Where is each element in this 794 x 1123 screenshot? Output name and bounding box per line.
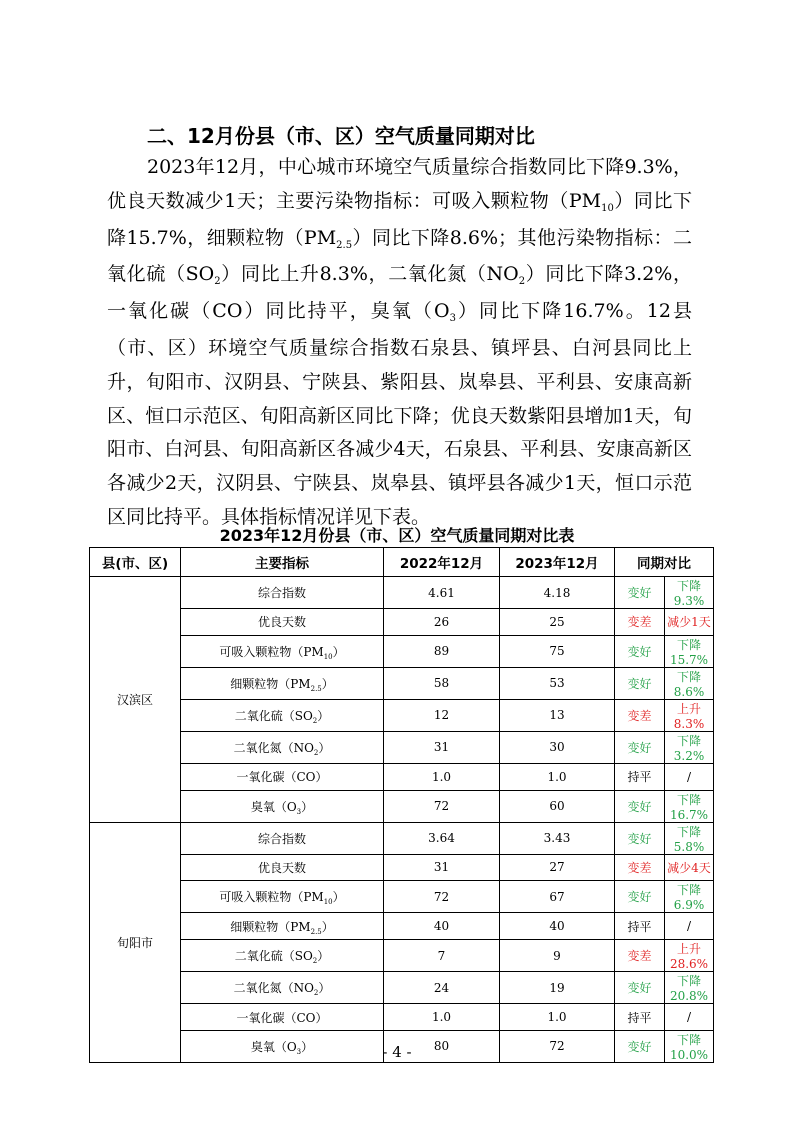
change-cell: 下降10.0% <box>665 1030 714 1062</box>
paragraph-subscript: 2.5 <box>336 239 353 251</box>
value-2022-cell: 72 <box>384 881 500 913</box>
value-2022-cell: 1.0 <box>384 1004 500 1031</box>
indicator-cell <box>181 609 384 636</box>
value-2022-cell: 3.64 <box>384 822 500 854</box>
paragraph-text: 2023年12月，中心城市环境空气质量综合指数同比下降9.3%，优良天数减少1天；主要污染物指标：可吸入颗粒物（PM <box>107 156 692 212</box>
table-row <box>90 667 714 699</box>
indicator-name: 细颗粒物（PM <box>230 676 311 691</box>
trend-cell: 变好 <box>615 972 665 1004</box>
table-row <box>90 763 714 790</box>
value-2023-cell: 13 <box>500 699 615 731</box>
indicator-close-paren: ） <box>317 708 330 723</box>
indicator-close-paren: ） <box>332 890 345 905</box>
change-cell: 下降6.9% <box>665 881 714 913</box>
indicator-name: 可吸入颗粒物（PM <box>219 644 324 659</box>
header-2022: 2022年12月 <box>384 548 500 577</box>
county-cell: 汉滨区 <box>90 577 181 823</box>
indicator-cell <box>181 1004 384 1031</box>
trend-cell: 变差 <box>615 940 665 972</box>
table-row <box>90 731 714 763</box>
paragraph-text: ）同比下降8.6%；其他污染物指标：二氧化硫（SO <box>107 226 692 286</box>
indicator-name: 二氧化氮（NO <box>233 981 314 996</box>
indicator-name: 可吸入颗粒物（PM <box>219 890 324 905</box>
table-row <box>90 790 714 822</box>
change-cell: 下降9.3% <box>665 577 714 609</box>
value-2022-cell: 72 <box>384 790 500 822</box>
change-cell: / <box>665 913 714 940</box>
change-cell: 下降3.2% <box>665 731 714 763</box>
header-compare: 同期对比 <box>615 548 714 577</box>
indicator-cell <box>181 881 384 913</box>
value-2023-cell: 25 <box>500 609 615 636</box>
county-cell: 旬阳市 <box>90 822 181 1062</box>
trend-cell: 变差 <box>615 609 665 636</box>
indicator-subscript: 10 <box>323 652 333 661</box>
table-row <box>90 1004 714 1031</box>
value-2023-cell: 67 <box>500 881 615 913</box>
indicator-close-paren: ） <box>318 981 331 996</box>
change-cell: 减少4天 <box>665 854 714 881</box>
paragraph-text: ）同比下降3.2%，一氧化碳（CO）同比持平，臭氧（O <box>107 263 692 323</box>
change-cell: / <box>665 763 714 790</box>
indicator-cell <box>181 913 384 940</box>
change-cell: 上升8.3% <box>665 699 714 731</box>
value-2023-cell: 75 <box>500 635 615 667</box>
indicator-close-paren: ） <box>301 1039 314 1054</box>
paragraph-subscript: 3 <box>449 313 456 325</box>
trend-cell: 持平 <box>615 1004 665 1031</box>
table-title: 2023年12月份县（市、区）空气质量同期对比表 <box>219 526 575 545</box>
change-cell: 下降8.6% <box>665 667 714 699</box>
table-row <box>90 609 714 636</box>
indicator-cell <box>181 763 384 790</box>
indicator-cell <box>181 854 384 881</box>
indicator-close-paren: ） <box>321 919 334 934</box>
value-2023-cell: 30 <box>500 731 615 763</box>
section-heading: 二、12月份县（市、区）空气质量同期对比 <box>147 124 535 148</box>
change-cell: 下降15.7% <box>665 635 714 667</box>
trend-cell: 变好 <box>615 635 665 667</box>
change-cell: 上升28.6% <box>665 940 714 972</box>
indicator-name: 细颗粒物（PM <box>230 919 311 934</box>
header-2023: 2023年12月 <box>500 548 615 577</box>
trend-cell: 变好 <box>615 731 665 763</box>
trend-cell: 变好 <box>615 667 665 699</box>
value-2022-cell: 12 <box>384 699 500 731</box>
value-2022-cell: 31 <box>384 854 500 881</box>
trend-cell: 变好 <box>615 577 665 609</box>
comparison-table <box>89 547 714 1063</box>
header-indicator: 主要指标 <box>181 548 384 577</box>
value-2022-cell: 89 <box>384 635 500 667</box>
value-2022-cell: 4.61 <box>384 577 500 609</box>
trend-cell: 持平 <box>615 763 665 790</box>
table-row <box>90 881 714 913</box>
value-2022-cell: 40 <box>384 913 500 940</box>
indicator-name: 二氧化氮（NO <box>233 740 314 755</box>
indicator-subscript: 2.5 <box>310 927 322 936</box>
value-2022-cell: 31 <box>384 731 500 763</box>
indicator-name: 一氧化碳（CO） <box>236 1010 328 1025</box>
table-row <box>90 822 714 854</box>
header-county: 县(市、区) <box>90 548 181 577</box>
indicator-subscript: 3 <box>296 1047 302 1056</box>
paragraph-text: ）同比下降16.7%。12县（市、区）环境空气质量综合指数石泉县、镇坪县、白河县同比上升，旬阳市、汉阴县、宁陕县、紫阳县、岚皋县、平利县、安康高新区、恒口示范区、旬阳高新区同比下降；优良天数紫阳县增加1天，旬阳市、白河县、旬阳高新区各减少4天，石泉县、平利县、安康高新区各减少2天，汉阴县、宁陕县、岚皋县、镇坪县各减少1天，恒口示范区同比持平。具体指标情况详见下表。 <box>107 300 692 528</box>
indicator-cell <box>181 577 384 609</box>
value-2023-cell: 60 <box>500 790 615 822</box>
indicator-cell <box>181 790 384 822</box>
body-paragraph <box>107 151 692 535</box>
table-header-row <box>90 548 714 577</box>
value-2023-cell: 27 <box>500 854 615 881</box>
indicator-name: 二氧化硫（SO <box>234 949 313 964</box>
indicator-close-paren: ） <box>301 799 314 814</box>
change-cell: 下降5.8% <box>665 822 714 854</box>
change-cell: / <box>665 1004 714 1031</box>
table-row <box>90 940 714 972</box>
indicator-name: 一氧化碳（CO） <box>236 770 328 785</box>
value-2022-cell: 7 <box>384 940 500 972</box>
value-2023-cell: 53 <box>500 667 615 699</box>
trend-cell: 变好 <box>615 1030 665 1062</box>
table-row <box>90 635 714 667</box>
indicator-subscript: 3 <box>296 807 302 816</box>
indicator-close-paren: ） <box>321 676 334 691</box>
page-number: - 4 - <box>382 1043 412 1061</box>
table-row <box>90 854 714 881</box>
value-2022-cell: 1.0 <box>384 763 500 790</box>
indicator-cell <box>181 635 384 667</box>
indicator-cell <box>181 699 384 731</box>
indicator-name: 优良天数 <box>257 615 306 630</box>
table-row <box>90 972 714 1004</box>
indicator-close-paren: ） <box>317 949 330 964</box>
trend-cell: 变差 <box>615 699 665 731</box>
value-2023-cell: 1.0 <box>500 1004 615 1031</box>
value-2022-cell: 80 <box>384 1030 500 1062</box>
indicator-name: 综合指数 <box>257 586 306 600</box>
indicator-subscript: 2.5 <box>310 684 322 693</box>
table-row <box>90 699 714 731</box>
indicator-name: 臭氧（O <box>250 1039 297 1054</box>
indicator-cell <box>181 822 384 854</box>
indicator-name: 臭氧（O <box>250 799 297 814</box>
indicator-subscript: 2 <box>312 716 318 725</box>
indicator-cell <box>181 972 384 1004</box>
indicator-cell <box>181 940 384 972</box>
value-2022-cell: 58 <box>384 667 500 699</box>
indicator-subscript: 2 <box>312 957 318 966</box>
paragraph-subscript: 2 <box>518 276 526 288</box>
indicator-name: 优良天数 <box>257 860 306 875</box>
paragraph-text: ）同比下降15.7%，细颗粒物（PM <box>107 189 692 249</box>
value-2023-cell: 40 <box>500 913 615 940</box>
indicator-subscript: 10 <box>323 898 333 907</box>
paragraph-text: ）同比上升8.3%，二氧化氮（NO <box>220 263 519 286</box>
paragraph-subscript: 2 <box>214 276 221 288</box>
value-2023-cell: 1.0 <box>500 763 615 790</box>
indicator-close-paren: ） <box>318 740 331 755</box>
indicator-cell <box>181 667 384 699</box>
indicator-cell <box>181 731 384 763</box>
change-cell: 下降16.7% <box>665 790 714 822</box>
indicator-subscript: 2 <box>313 748 319 757</box>
indicator-close-paren: ） <box>332 644 345 659</box>
trend-cell: 变好 <box>615 790 665 822</box>
value-2023-cell: 72 <box>500 1030 615 1062</box>
value-2023-cell: 19 <box>500 972 615 1004</box>
indicator-subscript: 2 <box>313 989 319 998</box>
trend-cell: 持平 <box>615 913 665 940</box>
value-2022-cell: 26 <box>384 609 500 636</box>
value-2023-cell: 3.43 <box>500 822 615 854</box>
trend-cell: 变好 <box>615 822 665 854</box>
value-2023-cell: 9 <box>500 940 615 972</box>
indicator-name: 二氧化硫（SO <box>234 708 313 723</box>
change-cell: 下降20.8% <box>665 972 714 1004</box>
indicator-name: 综合指数 <box>257 831 306 846</box>
trend-cell: 变差 <box>615 854 665 881</box>
value-2023-cell: 4.18 <box>500 577 615 609</box>
table-row <box>90 913 714 940</box>
trend-cell: 变好 <box>615 881 665 913</box>
value-2022-cell: 24 <box>384 972 500 1004</box>
table-row <box>90 577 714 609</box>
paragraph-subscript: 10 <box>601 202 614 214</box>
change-cell: 减少1天 <box>665 609 714 636</box>
